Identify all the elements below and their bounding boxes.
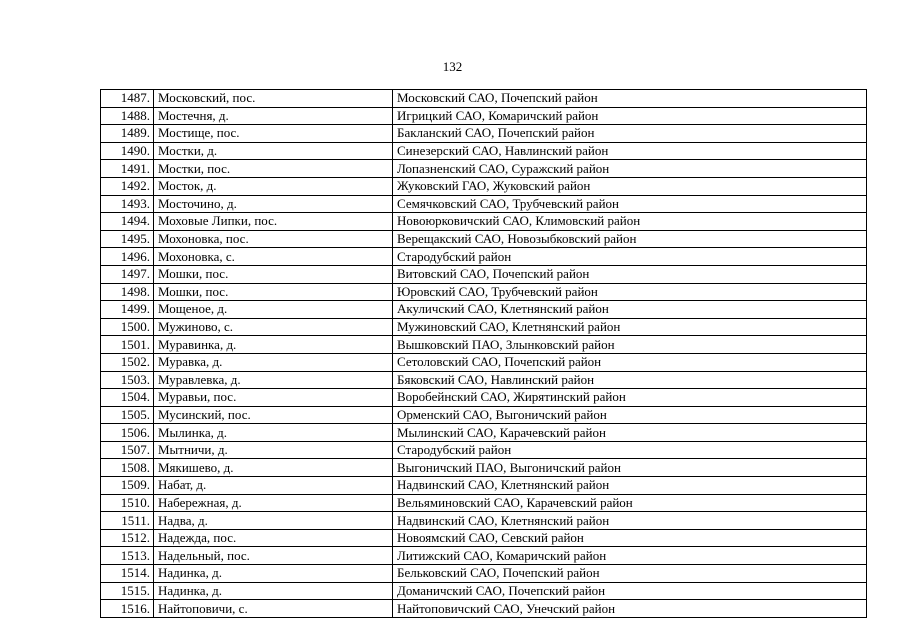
row-number: 1497. <box>101 265 154 283</box>
table-row <box>101 600 867 618</box>
row-number: 1495. <box>101 230 154 248</box>
table-row <box>101 512 867 530</box>
row-number: 1501. <box>101 336 154 354</box>
row-number: 1503. <box>101 371 154 389</box>
administrative-area: Стародубский район <box>393 248 867 266</box>
settlement-name: Мошки, пос. <box>154 265 393 283</box>
administrative-area: Стародубский район <box>393 441 867 459</box>
table-row <box>101 389 867 407</box>
settlement-name: Мощеное, д. <box>154 301 393 319</box>
administrative-area: Верещакский САО, Новозыбковский район <box>393 230 867 248</box>
administrative-area: Жуковский ГАО, Жуковский район <box>393 177 867 195</box>
row-number: 1490. <box>101 142 154 160</box>
table-row <box>101 477 867 495</box>
settlement-name: Мохоновка, с. <box>154 248 393 266</box>
administrative-area: Новоюрковичский САО, Климовский район <box>393 213 867 231</box>
row-number: 1496. <box>101 248 154 266</box>
settlement-name: Мостки, д. <box>154 142 393 160</box>
row-number: 1507. <box>101 441 154 459</box>
table-row <box>101 230 867 248</box>
settlement-name: Мошки, пос. <box>154 283 393 301</box>
table-row <box>101 125 867 143</box>
settlement-name: Муравинка, д. <box>154 336 393 354</box>
table-row <box>101 336 867 354</box>
table-row <box>101 547 867 565</box>
table-row <box>101 371 867 389</box>
row-number: 1491. <box>101 160 154 178</box>
settlement-name: Набат, д. <box>154 477 393 495</box>
administrative-area: Лопазненский САО, Суражский район <box>393 160 867 178</box>
administrative-area: Литижский САО, Комаричский район <box>393 547 867 565</box>
administrative-area: Синезерский САО, Навлинский район <box>393 142 867 160</box>
table-row <box>101 424 867 442</box>
table-row <box>101 177 867 195</box>
table-row <box>101 494 867 512</box>
settlement-name: Мужиново, с. <box>154 318 393 336</box>
table-body <box>101 90 867 618</box>
administrative-area: Бяковский САО, Навлинский район <box>393 371 867 389</box>
settlement-name: Московский, пос. <box>154 90 393 108</box>
table-row <box>101 353 867 371</box>
row-number: 1505. <box>101 406 154 424</box>
settlement-name: Мякишево, д. <box>154 459 393 477</box>
administrative-area: Юровский САО, Трубчевский район <box>393 283 867 301</box>
settlement-name: Мылинка, д. <box>154 424 393 442</box>
table-row <box>101 213 867 231</box>
row-number: 1513. <box>101 547 154 565</box>
settlement-name: Надельный, пос. <box>154 547 393 565</box>
row-number: 1511. <box>101 512 154 530</box>
row-number: 1493. <box>101 195 154 213</box>
row-number: 1487. <box>101 90 154 108</box>
settlement-name: Найтоповичи, с. <box>154 600 393 618</box>
table-row <box>101 248 867 266</box>
settlement-name: Муравка, д. <box>154 353 393 371</box>
row-number: 1512. <box>101 529 154 547</box>
table-row <box>101 90 867 108</box>
row-number: 1516. <box>101 600 154 618</box>
administrative-area: Мужиновский САО, Клетнянский район <box>393 318 867 336</box>
settlement-name: Мосток, д. <box>154 177 393 195</box>
settlement-name: Моховые Липки, пос. <box>154 213 393 231</box>
settlement-name: Набережная, д. <box>154 494 393 512</box>
administrative-area: Игрицкий САО, Комаричский район <box>393 107 867 125</box>
settlement-name: Мосточино, д. <box>154 195 393 213</box>
page-number: 132 <box>442 59 463 74</box>
row-number: 1489. <box>101 125 154 143</box>
administrative-area: Московский САО, Почепский район <box>393 90 867 108</box>
administrative-area: Мылинский САО, Карачевский район <box>393 424 867 442</box>
table-row <box>101 301 867 319</box>
administrative-area: Орменский САО, Выгоничский район <box>393 406 867 424</box>
settlement-name: Мохоновка, пос. <box>154 230 393 248</box>
table-row <box>101 529 867 547</box>
table-row <box>101 160 867 178</box>
settlement-name: Мусинский, пос. <box>154 406 393 424</box>
administrative-area: Вышковский ПАО, Злынковский район <box>393 336 867 354</box>
table-row <box>101 318 867 336</box>
administrative-area: Семячковский САО, Трубчевский район <box>393 195 867 213</box>
settlement-name: Муравлевка, д. <box>154 371 393 389</box>
table-row <box>101 195 867 213</box>
row-number: 1499. <box>101 301 154 319</box>
administrative-area: Новоямский САО, Севский район <box>393 529 867 547</box>
row-number: 1509. <box>101 477 154 495</box>
table-row <box>101 441 867 459</box>
settlement-name: Надинка, д. <box>154 565 393 583</box>
table-row <box>101 582 867 600</box>
table-row <box>101 565 867 583</box>
administrative-area: Выгоничский ПАО, Выгоничский район <box>393 459 867 477</box>
table-row <box>101 107 867 125</box>
settlement-name: Надва, д. <box>154 512 393 530</box>
administrative-area: Надвинский САО, Клетнянский район <box>393 477 867 495</box>
settlement-name: Мостище, пос. <box>154 125 393 143</box>
administrative-area: Надвинский САО, Клетнянский район <box>393 512 867 530</box>
administrative-area: Сетоловский САО, Почепский район <box>393 353 867 371</box>
table-row <box>101 459 867 477</box>
row-number: 1514. <box>101 565 154 583</box>
settlement-name: Муравьи, пос. <box>154 389 393 407</box>
settlement-name: Надежда, пос. <box>154 529 393 547</box>
row-number: 1508. <box>101 459 154 477</box>
row-number: 1488. <box>101 107 154 125</box>
row-number: 1494. <box>101 213 154 231</box>
administrative-area: Доманичский САО, Почепский район <box>393 582 867 600</box>
administrative-area: Витовский САО, Почепский район <box>393 265 867 283</box>
row-number: 1498. <box>101 283 154 301</box>
administrative-area: Найтоповичский САО, Унечский район <box>393 600 867 618</box>
settlement-name: Мостечня, д. <box>154 107 393 125</box>
row-number: 1492. <box>101 177 154 195</box>
row-number: 1500. <box>101 318 154 336</box>
row-number: 1506. <box>101 424 154 442</box>
settlements-table <box>100 89 867 618</box>
settlement-name: Надинка, д. <box>154 582 393 600</box>
row-number: 1504. <box>101 389 154 407</box>
administrative-area: Воробейнский САО, Жирятинский район <box>393 389 867 407</box>
administrative-area: Вельяминовский САО, Карачевский район <box>393 494 867 512</box>
table-row <box>101 265 867 283</box>
administrative-area: Акуличский САО, Клетнянский район <box>393 301 867 319</box>
settlement-name: Мостки, пос. <box>154 160 393 178</box>
table-row <box>101 283 867 301</box>
settlement-name: Мытничи, д. <box>154 441 393 459</box>
row-number: 1515. <box>101 582 154 600</box>
table-row <box>101 142 867 160</box>
row-number: 1502. <box>101 353 154 371</box>
table-row <box>101 406 867 424</box>
row-number: 1510. <box>101 494 154 512</box>
administrative-area: Бельковский САО, Почепский район <box>393 565 867 583</box>
administrative-area: Бакланский САО, Почепский район <box>393 125 867 143</box>
